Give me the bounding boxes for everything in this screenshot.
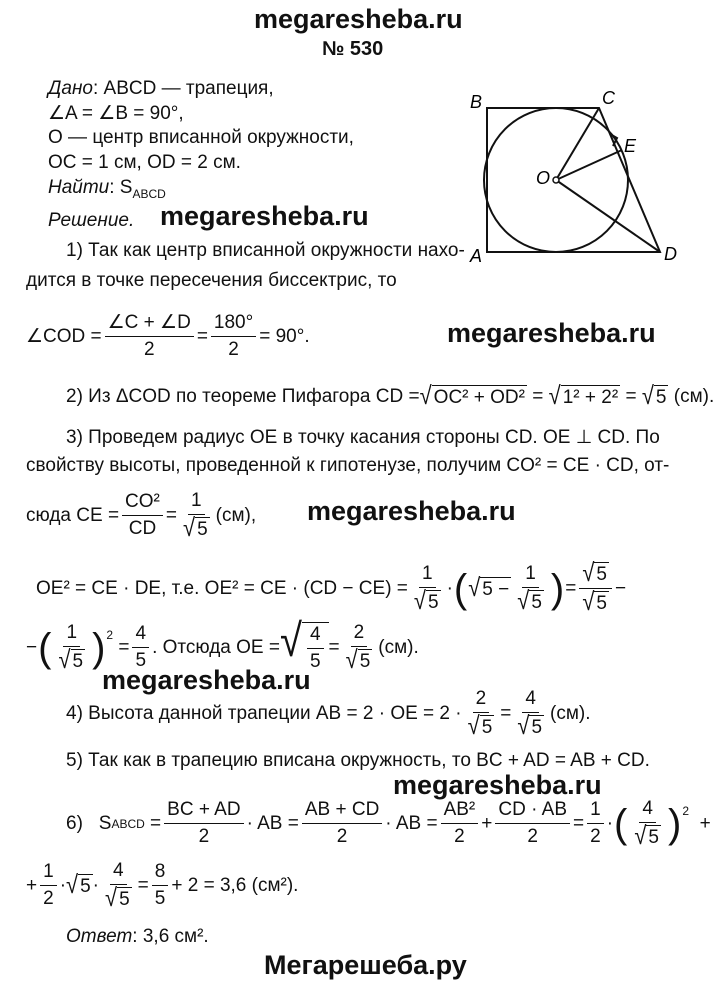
radicand: 1² + 2² xyxy=(562,387,619,408)
given-text: : ABCD — трапеция, xyxy=(92,78,274,99)
label-b: B xyxy=(470,92,483,112)
numerator: 4 xyxy=(522,688,539,713)
fraction xyxy=(411,563,444,614)
numerator: 1 xyxy=(419,563,436,588)
radicand: 5 xyxy=(531,592,542,613)
trapezoid-shape xyxy=(487,108,660,252)
denominator: √ 5 xyxy=(413,585,439,615)
given-lengths: OC = 1 см, OD = 2 см. xyxy=(48,152,241,173)
step3-line1: 3) Проведем радиус OE в точку касания стороны CD. OE ⊥ CD. По xyxy=(66,427,660,448)
square-root: √ $\frac{4}{5}$ xyxy=(280,622,329,673)
numerator: 1 xyxy=(63,622,80,647)
fraction xyxy=(441,799,479,848)
numerator: 1 xyxy=(188,490,205,515)
denominator: CD xyxy=(128,518,157,539)
formula-text: 4) Высота данной трапеции AB = 2 · OE = 2 · xyxy=(66,702,462,724)
step6-formula: 6) S ABCD = $\frac{BC + AD}{2}$ · AB = $\frac{AB + CD}{2}$ · AB = $\frac{\text{AB²}}{2}$ + $\frac{CD \cdot AB}{2}$ = $\frac{1}{2}$ · ( 4 √ 5 ) $^2$ + xyxy=(66,798,711,850)
denominator: √ 5 xyxy=(634,820,659,850)
radicand: 5 xyxy=(655,387,667,408)
fraction xyxy=(495,799,570,848)
fraction xyxy=(514,688,547,739)
fraction xyxy=(164,799,243,848)
denominator: √ 5 xyxy=(105,882,130,912)
label-c: C xyxy=(602,90,615,108)
formula-text: + xyxy=(26,874,38,896)
numerator: 4 xyxy=(132,623,149,648)
numerator: 4 xyxy=(307,624,324,649)
step2-formula: 2) Из ΔCOD по теореме Пифагора CD = √ OC² + OD² = √ 1² + 2² = √ 5 (см). xyxy=(66,380,715,410)
fraction xyxy=(343,622,376,673)
numerator: AB² xyxy=(441,799,479,824)
equals: = xyxy=(196,325,208,347)
denominator: 5 xyxy=(309,651,321,672)
denominator: 2 xyxy=(454,826,465,847)
fraction xyxy=(587,799,604,848)
formula-text: = 90°. xyxy=(259,325,310,347)
answer-line xyxy=(66,926,209,948)
radicand: 5 xyxy=(481,717,493,738)
radicand: 5 xyxy=(648,827,659,848)
denominator: 2 xyxy=(228,339,239,360)
radicand: 5 xyxy=(80,875,91,897)
find-label: Найти xyxy=(48,177,110,198)
fraction xyxy=(579,557,612,616)
denominator: √ 5 xyxy=(345,644,371,674)
numerator: AB + CD xyxy=(302,799,382,824)
denominator: 2 xyxy=(143,339,155,360)
denominator: √ 5 xyxy=(58,644,84,674)
step4-formula: 4) Высота данной трапеции AB = 2 · OE = 2 · 2 √ 5 = 4 √ 5 (см). xyxy=(66,688,591,740)
step3-oe-formula: OE² = CE · DE, т.е. OE² = CE · (CD − CE) = 1 √ 5 · ( √ 5 − 1 √ 5 ) = √ 5 √ 5 − xyxy=(36,557,627,616)
find-sub: ABCD xyxy=(132,186,166,201)
site-header: megaresheba.ru xyxy=(254,4,463,34)
numerator: ∠C + ∠D xyxy=(105,312,194,337)
fraction xyxy=(55,622,88,673)
formula-text: 6) xyxy=(66,812,83,834)
numerator: 4 xyxy=(639,798,656,823)
step3-ce-formula: сюда CE = $\frac{\text{CO²}}{CD}$ = 1 √ 5 (см), xyxy=(26,490,257,542)
numerator: 1 xyxy=(587,799,604,824)
formula-text: сюда CE = xyxy=(26,504,120,526)
numerator: 2 xyxy=(351,622,368,647)
fraction xyxy=(211,312,256,361)
fraction xyxy=(40,861,57,910)
denominator: 5 xyxy=(154,888,166,909)
numerator: √ 5 xyxy=(579,562,612,589)
answer-label: Ответ xyxy=(66,926,133,947)
trapezoid-diagram xyxy=(462,90,692,270)
radicand: 5 xyxy=(427,592,439,613)
formula-text: 2) Из ΔCOD по теореме Пифагора CD = xyxy=(66,386,420,407)
fraction xyxy=(302,799,382,848)
formula-text: · AB = xyxy=(385,812,438,834)
step3-line2: свойству высоты, проведенной к гипотенузе, получим CO² = CE · CD, от- xyxy=(26,455,670,476)
fraction xyxy=(631,798,664,849)
formula-text: S xyxy=(98,812,112,834)
step5-line: 5) Так как в трапецию вписана окружность, то BC + AD = AB + CD. xyxy=(66,750,650,771)
given-center: O — центр вписанной окружности, xyxy=(48,127,354,148)
denominator: √ 5 xyxy=(517,710,543,740)
find-text: : S xyxy=(109,177,133,198)
step1-formula xyxy=(26,312,310,361)
step6-formula-continued: + $\frac{1}{2}$ · √ 5 · 4 √ 5 = $\frac{8}{5}$ + 2 = 3,6 (см²). xyxy=(26,860,299,912)
watermark: megaresheba.ru xyxy=(307,496,516,526)
site-footer: Мегарешеба.ру xyxy=(264,950,467,980)
formula-text: + xyxy=(699,812,711,834)
formula-text: · AB = xyxy=(246,812,299,834)
fraction xyxy=(152,861,169,910)
fraction xyxy=(180,490,213,541)
answer-text: : 3,6 см². xyxy=(132,926,209,947)
unit: (см), xyxy=(215,504,257,526)
denominator: 5 xyxy=(135,650,147,671)
fraction xyxy=(465,688,498,739)
radicand: 5 xyxy=(359,651,371,672)
unit: (см). xyxy=(550,702,591,724)
square-root: √ 5 − xyxy=(468,572,510,602)
watermark: megaresheba.ru xyxy=(102,665,311,695)
unit: (см). xyxy=(673,386,715,407)
fraction xyxy=(132,623,149,672)
step1-line1: 1) Так как центр вписанной окружности нахо- xyxy=(66,240,465,261)
radicand: 5 xyxy=(197,519,208,540)
unit: (см). xyxy=(378,636,419,658)
fraction xyxy=(102,860,135,911)
solution-label: Решение. xyxy=(48,210,135,231)
radicand: 5 xyxy=(596,564,607,585)
watermark: megaresheba.ru xyxy=(393,770,602,800)
given-line xyxy=(48,78,274,100)
label-a: A xyxy=(470,246,483,266)
square-root: √ OC² + OD² xyxy=(419,380,525,410)
label-d: D xyxy=(664,244,677,264)
center-point xyxy=(553,177,559,183)
given-angles: ∠A = ∠B = 90°, xyxy=(48,103,184,124)
radicand: 5 − xyxy=(482,578,510,600)
denominator: 2 xyxy=(527,826,538,847)
fraction xyxy=(514,563,547,614)
problem-number: № 530 xyxy=(322,38,384,60)
subscript: ABCD xyxy=(111,816,145,831)
numerator: 8 xyxy=(152,861,169,886)
radicand: 5 xyxy=(119,889,130,910)
radicand: OC² + OD² xyxy=(433,387,525,408)
step3-oe-continued: − ( 1 √ 5 ) $^2$ = $\frac{4}{5}$ . Отсюда OE = √ $\frac{4}{5}$ = 2 √ 5 (см). xyxy=(26,615,419,674)
numerator: CO² xyxy=(122,491,163,516)
step1-line2: дится в точке пересечения биссектрис, то xyxy=(26,270,397,291)
fraction xyxy=(105,312,194,361)
radicand: 5 xyxy=(531,717,543,738)
denominator: 2 xyxy=(198,826,210,847)
numerator: 4 xyxy=(110,860,127,885)
fraction xyxy=(122,491,163,540)
formula-text: . Отсюда OE = xyxy=(152,636,280,658)
numerator: 180° xyxy=(211,312,256,337)
numerator: 1 xyxy=(40,861,57,886)
formula-text: + 2 = 3,6 (см²). xyxy=(171,874,299,896)
denominator: 2 xyxy=(590,826,601,847)
square-root: √ 5 xyxy=(66,869,91,899)
denominator: √ 5 xyxy=(467,710,493,740)
square-root: √ 5 xyxy=(641,380,667,410)
numerator: 2 xyxy=(473,688,490,713)
watermark: megaresheba.ru xyxy=(447,318,656,348)
radicand: 5 xyxy=(596,593,607,614)
formula-text: OE² = CE · DE, т.е. OE² = CE · (CD − CE) = xyxy=(36,577,408,599)
denominator: √ 5 xyxy=(517,585,542,615)
denominator: √ 5 xyxy=(582,586,607,616)
formula-text: ∠COD = xyxy=(26,326,102,347)
numerator: CD · AB xyxy=(495,799,570,824)
numerator: BC + AD xyxy=(164,799,243,824)
label-e: E xyxy=(624,136,637,156)
denominator: 2 xyxy=(336,826,348,847)
formula-text: − xyxy=(26,636,38,658)
label-o: O xyxy=(536,168,551,188)
denominator: 2 xyxy=(43,888,54,909)
radicand: 5 xyxy=(72,651,84,672)
square-root: √ 1² + 2² xyxy=(548,380,619,410)
watermark: megaresheba.ru xyxy=(160,201,369,231)
given-label: Дано xyxy=(48,78,93,99)
numerator: 1 xyxy=(522,563,539,588)
find-line xyxy=(48,177,166,201)
denominator: √ 5 xyxy=(182,512,208,542)
